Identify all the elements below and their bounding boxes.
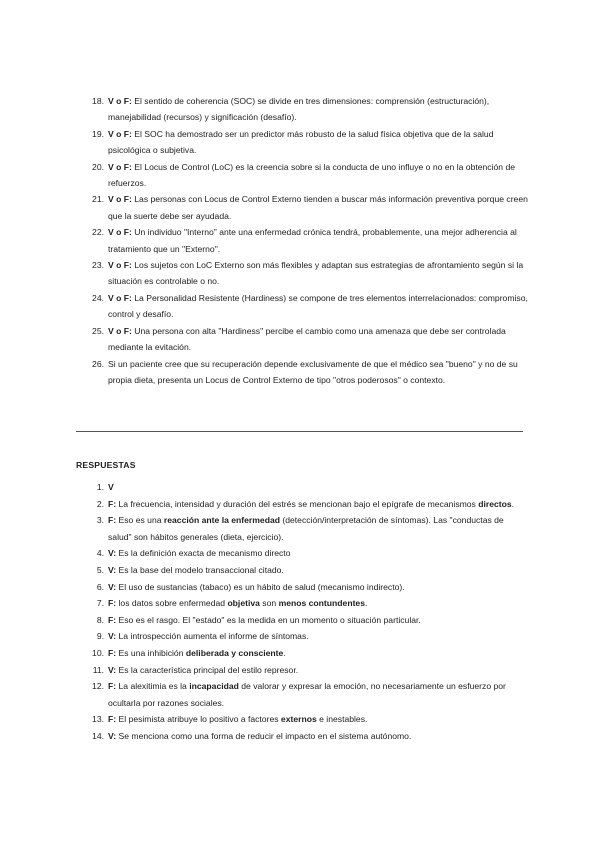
answer-emphasis: externos bbox=[280, 714, 317, 725]
question-tag: V o F: bbox=[108, 260, 132, 271]
item-number: 24. bbox=[92, 292, 104, 303]
answer-item bbox=[88, 562, 528, 579]
answer-item bbox=[88, 512, 528, 545]
question-text: Los sujetos con LoC Externo son más flexibles y adaptan sus estrategias de afrontamiento según si la situación es controlable o no. bbox=[108, 260, 524, 287]
question-text: Un individuo "Interno" ante una enfermedad crónica tendrá, probablemente, una mejor adherencia al tratamiento que un "Externo". bbox=[108, 227, 517, 254]
answer-tag: F: bbox=[108, 515, 117, 526]
question-tag: V o F: bbox=[108, 194, 132, 205]
answers-list bbox=[88, 479, 528, 745]
answer-emphasis: objetiva bbox=[227, 598, 260, 609]
question-item bbox=[88, 224, 528, 257]
question-text: Si un paciente cree que su recuperación depende exclusivamente de que el médico sea "bueno" y no de su propia dieta, presenta un Locus de Control Externo de tipo "otros poderosos" o contexto. bbox=[108, 358, 518, 385]
question-tag: V o F: bbox=[108, 227, 132, 238]
question-item bbox=[88, 356, 528, 389]
question-item bbox=[88, 323, 528, 356]
answer-tag: F: bbox=[108, 498, 117, 509]
item-number: 8. bbox=[96, 614, 104, 625]
answer-text: El pesimista atribuye lo positivo a factores bbox=[118, 714, 281, 725]
answer-tag: F: bbox=[108, 614, 117, 625]
question-text: El SOC ha demostrado ser un predictor más robusto de la salud física objetiva que de la salud psicológica o subjetiva. bbox=[108, 128, 494, 156]
answer-emphasis: menos contundentes bbox=[278, 598, 365, 609]
answer-item bbox=[88, 479, 528, 496]
item-number: 21. bbox=[92, 194, 104, 205]
question-item bbox=[88, 159, 528, 192]
item-number: 9. bbox=[96, 631, 104, 642]
answer-emphasis: deliberada y consciente bbox=[185, 647, 284, 658]
item-number: 26. bbox=[92, 358, 104, 369]
answer-text: Eso es el rasgo. El "estado" es la medida en un momento o situación particular. bbox=[118, 614, 421, 625]
item-number: 6. bbox=[96, 581, 104, 592]
item-number: 23. bbox=[92, 260, 104, 271]
item-number: 13. bbox=[92, 714, 104, 725]
item-number: 14. bbox=[92, 730, 104, 741]
answer-tag: F: bbox=[108, 647, 117, 658]
question-tag: V o F: bbox=[108, 161, 132, 172]
answer-item bbox=[88, 579, 528, 596]
answer-tag: V: bbox=[108, 548, 117, 559]
answer-text: (detección/interpretación de síntomas). Las "conductas de salud" son hábitos generales (dieta, ejercicio). bbox=[108, 515, 504, 542]
answer-item bbox=[88, 612, 528, 629]
question-item bbox=[88, 126, 528, 159]
item-number: 25. bbox=[92, 325, 104, 336]
answer-tag: V: bbox=[108, 564, 117, 575]
question-tag: V o F: bbox=[108, 325, 132, 336]
answer-text: Es una inhibición bbox=[118, 647, 186, 658]
item-number: 4. bbox=[96, 548, 104, 559]
questions-list bbox=[88, 93, 528, 388]
item-number: 5. bbox=[96, 564, 104, 575]
answer-text: Es la característica principal del estilo represor. bbox=[118, 664, 299, 675]
item-number: 20. bbox=[92, 161, 104, 172]
answer-tag: V: bbox=[108, 631, 117, 642]
question-tag: V o F: bbox=[108, 96, 132, 106]
answer-text: La introspección aumenta el informe de síntomas. bbox=[118, 631, 309, 642]
answer-item bbox=[88, 496, 528, 513]
question-text: La Personalidad Resistente (Hardiness) se compone de tres elementos interrelacionados: compromiso, control y desafío. bbox=[108, 292, 528, 320]
answer-item bbox=[88, 628, 528, 645]
answer-text: Se menciona como una forma de reducir el impacto en el sistema autónomo. bbox=[118, 730, 412, 741]
answer-text: son bbox=[259, 598, 279, 609]
question-item bbox=[88, 257, 528, 290]
item-number: 7. bbox=[96, 598, 104, 609]
answer-text: e inestables. bbox=[316, 714, 368, 725]
question-text: Una persona con alta "Hardiness" percibe el cambio como una amenaza que debe ser controlada mediante la evitación. bbox=[108, 325, 506, 353]
answer-text: . bbox=[365, 598, 368, 609]
item-number: 2. bbox=[96, 498, 104, 509]
answers-heading: RESPUESTAS bbox=[76, 460, 136, 470]
answer-text: La frecuencia, intensidad y duración del estrés se mencionan bajo el epígrafe de mecanismos bbox=[118, 498, 479, 509]
answer-text: . bbox=[511, 498, 515, 509]
answer-text: . bbox=[283, 647, 286, 658]
answer-tag: V: bbox=[108, 664, 117, 675]
answer-item bbox=[88, 728, 528, 745]
answer-text: La alexitimia es la bbox=[118, 681, 190, 692]
item-number: 22. bbox=[92, 227, 104, 238]
answer-tag: V: bbox=[108, 730, 117, 741]
question-item bbox=[88, 93, 528, 126]
answer-tag: F: bbox=[108, 598, 117, 609]
answer-text: El uso de sustancias (tabaco) es un hábito de salud (mecanismo indirecto). bbox=[118, 581, 405, 592]
answer-item bbox=[88, 711, 528, 728]
answer-item bbox=[88, 678, 528, 711]
answer-text: Es la base del modelo transaccional citado. bbox=[118, 564, 284, 575]
answer-text: Eso es una bbox=[118, 515, 164, 526]
question-tag: V o F: bbox=[108, 128, 132, 139]
answer-tag: V: bbox=[108, 581, 117, 592]
answer-item bbox=[88, 545, 528, 562]
answer-emphasis: reacción ante la enfermedad bbox=[163, 515, 280, 526]
answer-tag: F: bbox=[108, 681, 117, 692]
answer-text: Es la definición exacta de mecanismo directo bbox=[118, 548, 291, 559]
item-number: 18. bbox=[92, 96, 104, 106]
item-number: 3. bbox=[96, 515, 104, 526]
answer-emphasis: incapacidad bbox=[189, 681, 239, 692]
answer-text: los datos sobre enfermedad bbox=[118, 598, 228, 609]
question-tag: V o F: bbox=[108, 292, 132, 303]
answer-text: de valorar y expresar la emoción, no necesariamente un esfuerzo por ocultarla por razones sociales. bbox=[108, 681, 506, 708]
item-number: 19. bbox=[92, 128, 104, 139]
question-text: Las personas con Locus de Control Externo tienden a buscar más información preventiva porque creen que la suerte debe ser ayudada. bbox=[108, 194, 528, 221]
answer-emphasis: directos bbox=[478, 498, 512, 509]
section-divider bbox=[76, 431, 523, 432]
question-text: El sentido de coherencia (SOC) se divide en tres dimensiones: comprensión (estructuración), manejabilidad (recursos) y significación (desafío). bbox=[108, 96, 490, 123]
question-text: El Locus de Control (LoC) es la creencia sobre si la conducta de uno influye o no en la obtención de refuerzos. bbox=[108, 161, 516, 189]
item-number: 1. bbox=[96, 482, 104, 492]
question-item bbox=[88, 290, 528, 323]
item-number: 12. bbox=[92, 681, 104, 692]
item-number: 10. bbox=[92, 647, 104, 658]
answer-item bbox=[88, 595, 528, 612]
answer-tag: F: bbox=[108, 714, 117, 725]
question-item bbox=[88, 191, 528, 224]
item-number: 11. bbox=[92, 664, 104, 675]
answer-tag: V bbox=[108, 482, 114, 492]
answer-item bbox=[88, 645, 528, 662]
answer-item bbox=[88, 662, 528, 679]
